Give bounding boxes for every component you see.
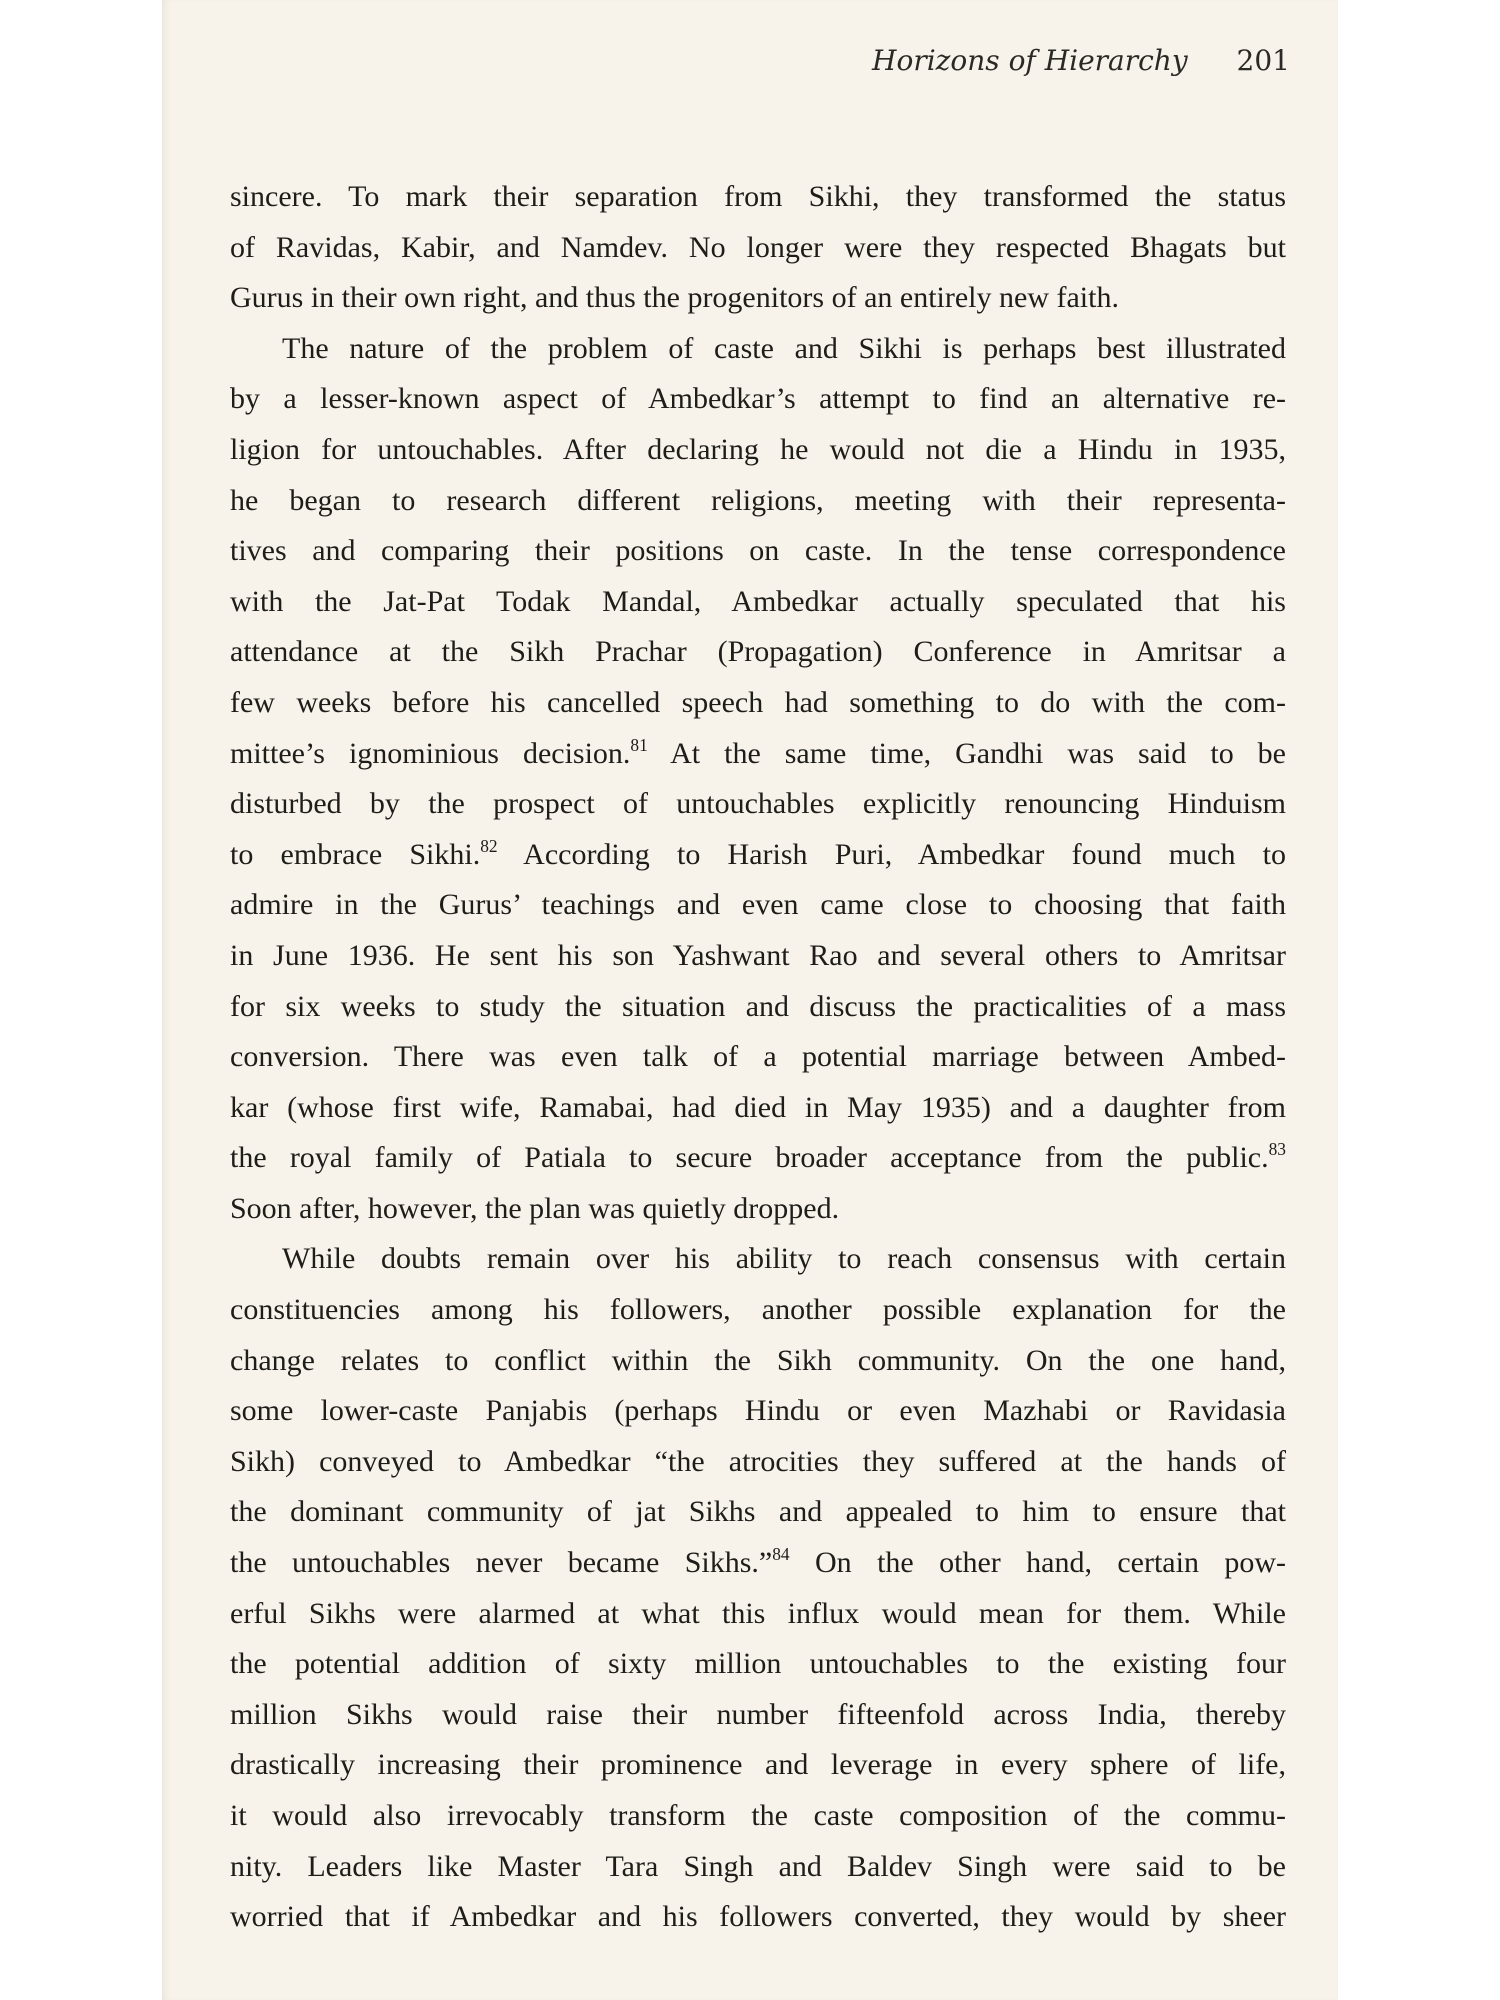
running-head: [872, 44, 1290, 77]
text-line: [230, 729, 1286, 780]
text-line: ligion for untouchables. After declaring he would not die a Hindu in 1935,: [230, 432, 1286, 466]
body-text: [230, 172, 1286, 1943]
text-line: [230, 830, 1286, 881]
footnote-ref-81[interactable]: 81: [630, 734, 648, 755]
text-line: by a lesser-known aspect of Ambedkar’s attempt to find an alternative re-: [230, 382, 1286, 416]
text-line: of Ravidas, Kabir, and Namdev. No longer were they respected Bhagats but: [230, 230, 1286, 264]
text-line: Sikh) conveyed to Ambedkar “the atrocities they suffered at the hands of: [230, 1444, 1286, 1478]
text-line: tives and comparing their positions on caste. In the tense correspondence: [230, 534, 1286, 568]
paragraph-2: [230, 324, 1286, 1235]
running-title: Horizons of Hierarchy: [872, 44, 1188, 77]
text-line: sincere. To mark their separation from Sikhi, they transformed the status: [230, 180, 1286, 213]
text-segment: On the other hand, certain pow-: [789, 1546, 1286, 1580]
footnote-ref-82[interactable]: 82: [480, 835, 498, 856]
text-line: few weeks before his cancelled speech had something to do with the com-: [230, 685, 1286, 719]
text-line: the potential addition of sixty million untouchables to the existing four: [230, 1647, 1286, 1681]
text-line: for six weeks to study the situation and discuss the practicalities of a mass: [230, 989, 1286, 1023]
text-line: the dominant community of jat Sikhs and appealed to him to ensure that: [230, 1495, 1286, 1529]
text-segment: According to Harish Puri, Ambedkar found much to: [497, 837, 1287, 871]
text-line: constituencies among his followers, another possible explanation for the: [230, 1293, 1286, 1327]
footnote-ref-83[interactable]: 83: [1268, 1139, 1286, 1160]
text-line: drastically increasing their prominence and leverage in every sphere of life,: [230, 1748, 1286, 1782]
text-line: he began to research different religions, meeting with their representa-: [230, 483, 1286, 517]
text-line: erful Sikhs were alarmed at what this influx would mean for them. While: [230, 1596, 1286, 1630]
text-line: attendance at the Sikh Prachar (Propagation) Conference in Amritsar a: [230, 635, 1286, 669]
book-page: [162, 0, 1338, 2000]
text-line: million Sikhs would raise their number fifteenfold across India, thereby: [230, 1697, 1286, 1731]
text-line: Gurus in their own right, and thus the progenitors of an entirely new faith.: [230, 281, 1119, 315]
text-line: kar (whose first wife, Ramabai, had died in May 1935) and a daughter from: [230, 1090, 1286, 1124]
text-line: [230, 1133, 1286, 1184]
paragraph-1: [230, 172, 1286, 324]
text-line: admire in the Gurus’ teachings and even came close to choosing that faith: [230, 888, 1286, 922]
text-line: in June 1936. He sent his son Yashwant Rao and several others to Amritsar: [230, 938, 1286, 972]
text-line: disturbed by the prospect of untouchables explicitly renouncing Hinduism: [230, 787, 1286, 821]
text-line: nity. Leaders like Master Tara Singh and Baldev Singh were said to be: [230, 1849, 1286, 1883]
text-line: While doubts remain over his ability to reach consensus with certain: [282, 1242, 1286, 1276]
text-line: change relates to conflict within the Sikh community. On the one hand,: [230, 1343, 1286, 1377]
text-line: it would also irrevocably transform the caste composition of the commu-: [230, 1799, 1286, 1832]
text-line: some lower-caste Panjabis (perhaps Hindu or even Mazhabi or Ravidasia: [230, 1394, 1286, 1428]
text-line: worried that if Ambedkar and his followers converted, they would by sheer: [230, 1900, 1286, 1934]
text-line: conversion. There was even talk of a potential marriage between Ambed-: [230, 1040, 1286, 1074]
text-segment: At the same time, Gandhi was said to be: [647, 736, 1286, 770]
text-line: with the Jat-Pat Todak Mandal, Ambedkar actually speculated that his: [230, 584, 1286, 618]
text-line: [230, 1538, 1286, 1589]
page-number: 201: [1236, 44, 1290, 77]
footnote-ref-84[interactable]: 84: [772, 1543, 790, 1564]
text-line: Soon after, however, the plan was quietly dropped.: [230, 1191, 840, 1225]
paragraph-3: [230, 1234, 1286, 1942]
text-segment: the untouchables never became Sikhs.”: [230, 1546, 773, 1580]
text-segment: to embrace Sikhi.: [230, 837, 481, 871]
text-segment: mittee’s ignominious decision.: [230, 736, 631, 770]
text-segment: the royal family of Patiala to secure broader acceptance from the public.: [230, 1141, 1269, 1175]
text-line: The nature of the problem of caste and Sikhi is perhaps best illustrated: [282, 331, 1286, 365]
